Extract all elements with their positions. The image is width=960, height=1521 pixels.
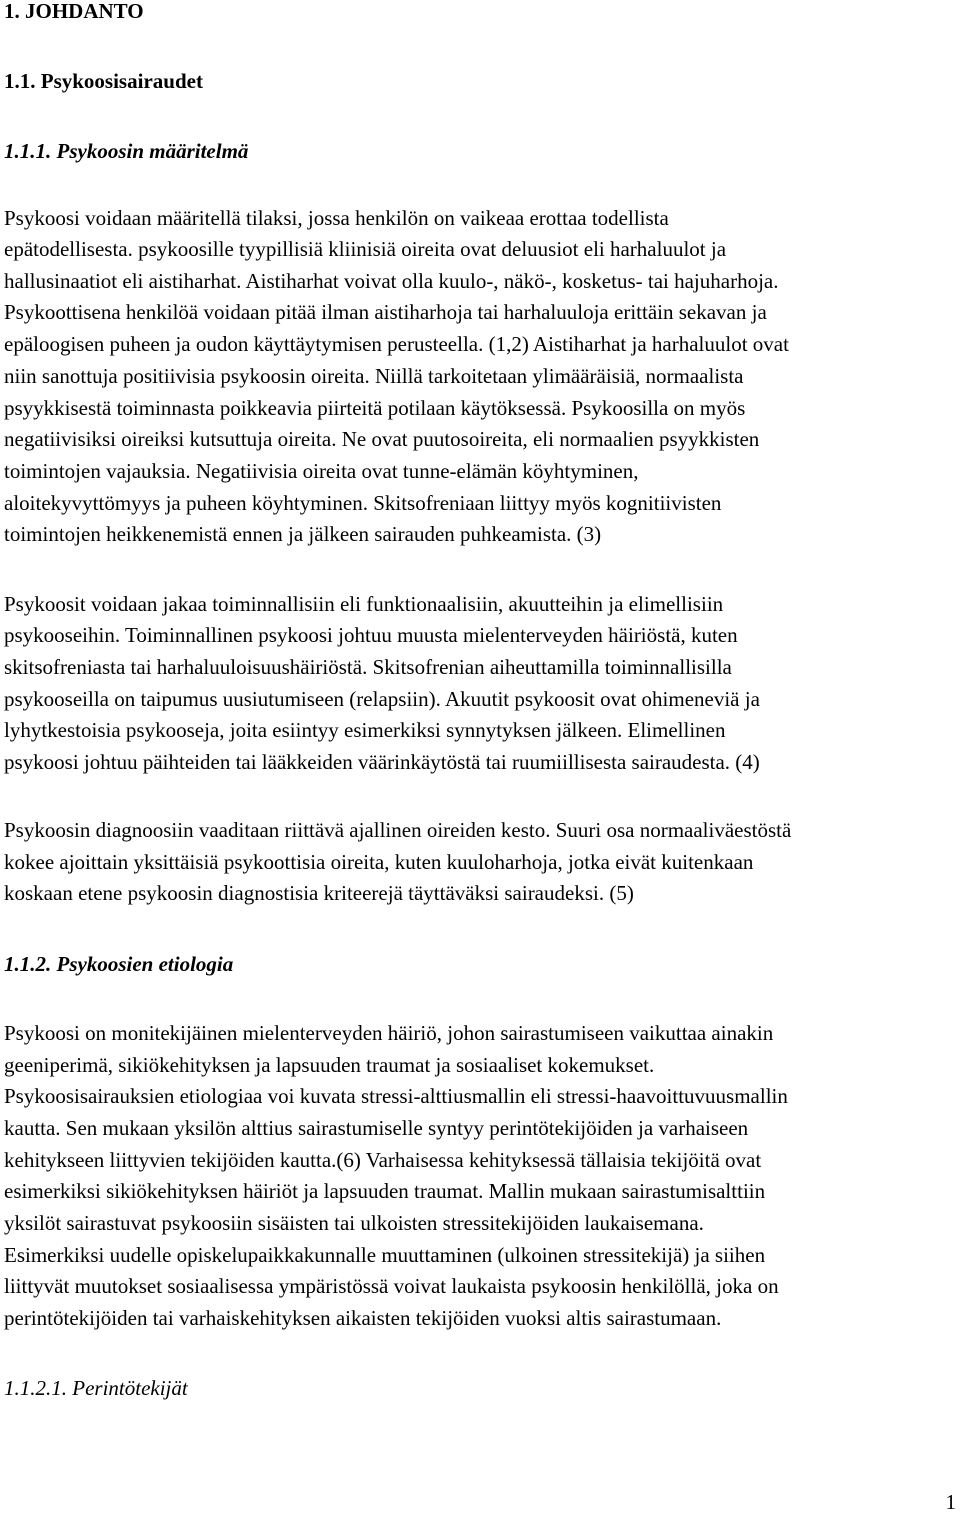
heading-psykoosisairaudet: 1.1. Psykoosisairaudet	[4, 69, 203, 93]
text-line: negatiivisiksi oireiksi kutsuttuja oireita. Ne ovat puutosoireita, eli normaalien psyykkisten	[4, 427, 760, 451]
text-line: lyhytkestoisia psykooseja, joita esiintyy esimerkiksi synnytyksen jälkeen. Elimellinen	[4, 718, 726, 742]
text-line: Psykoosi voidaan määritellä tilaksi, jossa henkilön on vaikeaa erottaa todellista	[4, 206, 669, 230]
text-line: psykooseilla on taipumus uusiutumiseen (relapsiin). Akuutit psykoosit ovat ohimeneviä ja	[4, 687, 760, 711]
text-line: Psykoottisena henkilöä voidaan pitää ilman aistiharhoja tai harhaluuloja erittäin sekavan ja	[4, 300, 767, 324]
text-line: epätodellisesta. psykoosille tyypillisiä kliinisiä oireita ovat deluusiot eli harhaluulot ja	[4, 237, 727, 261]
text-line: perintötekijöiden tai varhaiskehityksen aikaisten tekijöiden vuoksi altis sairastumaan.	[4, 1306, 722, 1330]
text-line: Esimerkiksi uudelle opiskelupaikkakunnalle muuttaminen (ulkoinen stressitekijä) ja siihen	[4, 1243, 766, 1267]
text-line: kehitykseen liittyvien tekijöiden kautta.(6) Varhaisessa kehityksessä tällaisia tekijöitä ovat	[4, 1148, 762, 1172]
text-line: kokee ajoittain yksittäisiä psykoottisia oireita, kuten kuuloharhoja, jotka eivät kuitenkaan	[4, 850, 754, 874]
page-number: 1	[945, 1490, 956, 1514]
text-line: esimerkiksi sikiökehityksen häiriöt ja lapsuuden traumat. Mallin mukaan sairastumisalttiin	[4, 1179, 766, 1203]
text-line: psykooseihin. Toiminnallinen psykoosi johtuu muusta mielenterveyden häiriöstä, kuten	[4, 623, 738, 647]
text-line: niin sanottuja positiivisia psykoosin oireita. Niillä tarkoitetaan ylimääräisiä, normaalista	[4, 364, 744, 388]
text-line: liittyvät muutokset sosiaalisessa ympäristössä voivat laukaista psykoosin henkilöllä, joka on	[4, 1274, 779, 1298]
text-line: toimintojen heikkenemistä ennen ja jälkeen sairauden puhkeamista. (3)	[4, 522, 602, 546]
heading-perintotekijat: 1.1.2.1. Perintötekijät	[4, 1376, 188, 1400]
text-line: psykoosi johtuu päihteiden tai lääkkeiden väärinkäytöstä tai ruumiillisesta sairaudesta. (4)	[4, 750, 760, 774]
text-line: aloitekyvyttömyys ja puheen köyhtyminen. Skitsofreniaan liittyy myös kognitiivisten	[4, 491, 722, 515]
text-line: Psykoosit voidaan jakaa toiminnallisiin eli funktionaalisiin, akuutteihin ja elimellisiin	[4, 592, 724, 616]
text-line: Psykoosi on monitekijäinen mielenterveyden häiriö, johon sairastumiseen vaikuttaa ainakin	[4, 1021, 774, 1045]
text-line: Psykoosin diagnoosiin vaaditaan riittävä ajallinen oireiden kesto. Suuri osa normaaliväestöstä	[4, 818, 792, 842]
text-line: skitsofreniasta tai harhaluuloisuushäiriöstä. Skitsofrenian aiheuttamilla toiminnallisilla	[4, 655, 732, 679]
heading-johdanto: 1. JOHDANTO	[4, 0, 144, 23]
heading-psykoosin-maaritelma: 1.1.1. Psykoosin määritelmä	[4, 139, 249, 163]
text-line: geeniperimä, sikiökehityksen ja lapsuuden traumat ja sosiaaliset kokemukset.	[4, 1053, 655, 1077]
text-line: Psykoosisairauksien etiologiaa voi kuvata stressi-alttiusmallin eli stressi-haavoittuvuusmallin	[4, 1084, 788, 1108]
text-line: epäloogisen puheen ja oudon käyttäytymisen perusteella. (1,2) Aistiharhat ja harhaluulot ovat	[4, 332, 789, 356]
text-line: yksilöt sairastuvat psykoosiin sisäisten tai ulkoisten stressitekijöiden laukaisemana.	[4, 1211, 704, 1235]
text-line: koskaan etene psykoosin diagnostisia kriteerejä täyttäväksi sairaudeksi. (5)	[4, 881, 634, 905]
text-line: kautta. Sen mukaan yksilön alttius sairastumiselle syntyy perintötekijöiden ja varhaiseen	[4, 1116, 749, 1140]
text-line: toimintojen vajauksia. Negatiivisia oireita ovat tunne-elämän köyhtyminen,	[4, 459, 639, 483]
heading-psykoosien-etiologia: 1.1.2. Psykoosien etiologia	[4, 952, 234, 976]
text-line: psyykkisestä toiminnasta poikkeavia piirteitä potilaan käytöksessä. Psykoosilla on myös	[4, 396, 746, 420]
text-line: hallusinaatiot eli aistiharhat. Aistiharhat voivat olla kuulo-, näkö-, kosketus- tai hajuharhoja.	[4, 269, 779, 293]
